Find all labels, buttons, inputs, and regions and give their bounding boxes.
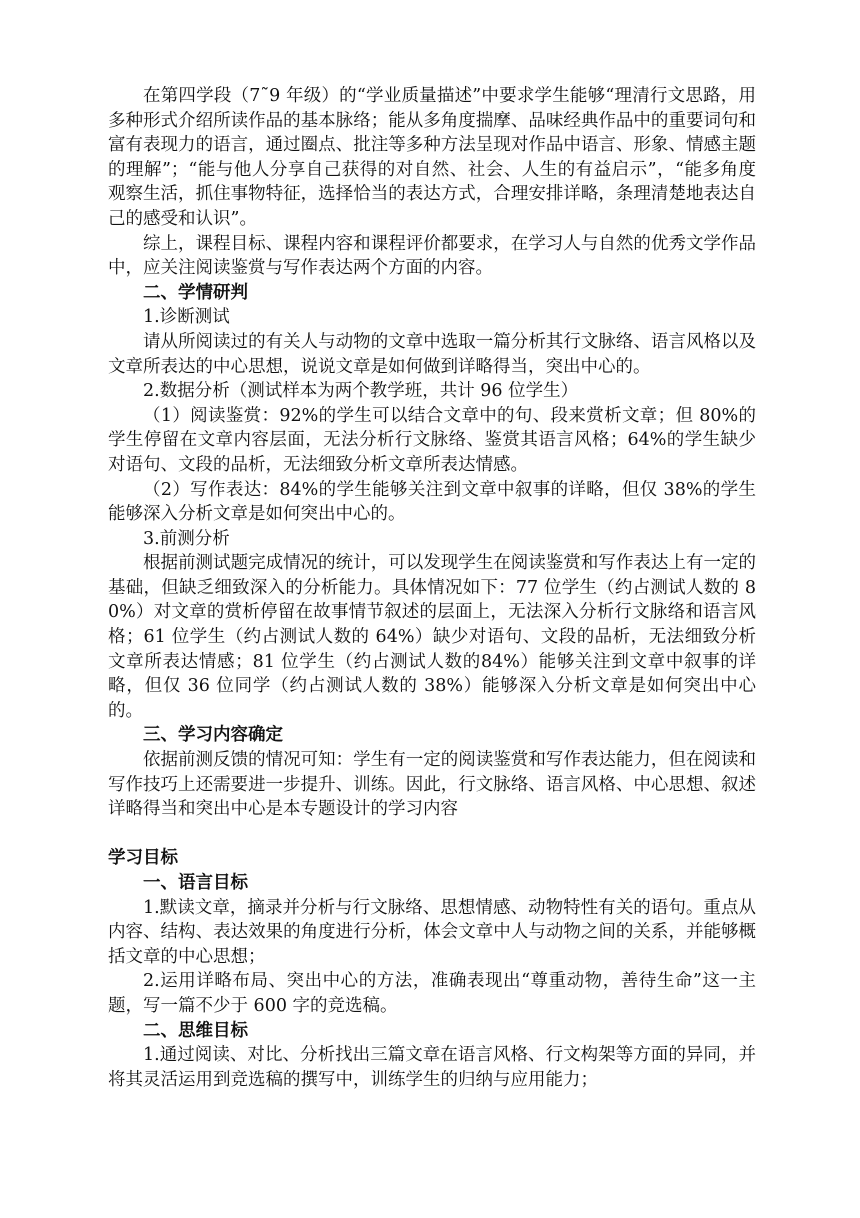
paragraph-learning-content: 依据前测反馈的情况可知：学生有一定的阅读鉴赏和写作表达能力，但在阅读和写作技巧上还需要进一步提升、训练。因此，行文脉络、语言风格、中心思想、叙述详略得当和突出中心是本专题设计的学习内容 — [108, 750, 756, 820]
heading-student-analysis: 二、学情研判 — [143, 282, 248, 303]
paragraph-writing-expression: （2）写作表达：84%的学生能够关注到文章中叙事的详略，但仅 38%的学生能够深入分析文章是如何突出中心的。 — [108, 479, 756, 525]
paragraph-pretest-analysis: 根据前测试题完成情况的统计，可以发现学生在阅读鉴赏和写作表达上有一定的基础，但缺乏细致深入的分析能力。具体情况如下：77 位学生（约占测试人数的 80%）对文章的赏析停留在故事情节叙述的层面上，无法深入分析行文脉络和语言风格；61 位学生（约占测试人数的 64%）缺少对语句、文段的品析，无法细致分析文章所表达情感；81 位学生（约占测试人数的84%）能够关注到文章中叙事的详略，但仅 36 位同学（约占测试人数的 38%）能够深入分析文章是如何突出中心的。 — [108, 553, 756, 721]
heading-learning-objectives: 学习目标 — [108, 848, 178, 869]
thinking-objective-1: 1.通过阅读、对比、分析找出三篇文章在语言风格、行文构架等方面的异同，并将其灵活运用到竞选稿的撰写中，训练学生的归纳与应用能力； — [108, 1045, 756, 1090]
heading-thinking-objectives: 二、思维目标 — [143, 1020, 248, 1041]
paragraph-diagnostic-test: 请从所阅读过的有关人与动物的文章中选取一篇分析其行文脉络、语言风格以及文章所表达的中心思想，说说文章是如何做到详略得当，突出中心的。 — [108, 331, 756, 377]
paragraph-reading-appreciation: （1）阅读鉴赏：92%的学生可以结合文章中的句、段来赏析文章；但 80%的学生停留在文章内容层面，无法分析行文脉络、鉴赏其语言风格；64%的学生缺少对语句、文段的品析，无法细致分析文章所表达情感。 — [108, 405, 756, 475]
heading-learning-content: 三、学习内容确定 — [143, 725, 283, 746]
subheading-pretest-analysis: 3.前测分析 — [143, 528, 230, 549]
heading-language-objectives: 一、语言目标 — [143, 873, 248, 893]
paragraph-summary: 综上，课程目标、课程内容和课程评价都要求，在学习人与自然的优秀文学作品中，应关注阅读鉴赏与写作表达两个方面的内容。 — [108, 233, 756, 279]
language-objective-2: 2.运用详略布局、突出中心的方法，准确表现出“尊重动物，善待生命”这一主题，写一篇不少于 600 字的竞选稿。 — [108, 971, 756, 1016]
subheading-data-analysis: 2.数据分析（测试样本为两个教学班，共计 96 位学生） — [143, 381, 579, 402]
subheading-diagnostic-test: 1.诊断测试 — [143, 307, 230, 328]
paragraph-curriculum-requirements: 在第四学段（7˜9 年级）的“学业质量描述”中要求学生能够“理清行文思路，用多种形式介绍所读作品的基本脉络；能从多角度揣摩、品味经典作品中的重要词句和富有表现力的语言，通过圈点、批注等多种方法呈现对作品中语言、形象、情感主题的理解”；“能与他人分享自己获得的对自然、社会、人生的有益启示”，“能多角度观察生活，抓住事物特征，选择恰当的表达方式，合理安排详略，条理清楚地表达自己的感受和认识”。 — [108, 86, 756, 229]
document-page — [108, 84, 756, 1092]
language-objective-1: 1.默读文章，摘录并分析与行文脉络、思想情感、动物特性有关的语句。重点从内容、结构、表达效果的角度进行分析，体会文章中人与动物之间的关系，并能够概括文章的中心思想； — [108, 897, 756, 967]
